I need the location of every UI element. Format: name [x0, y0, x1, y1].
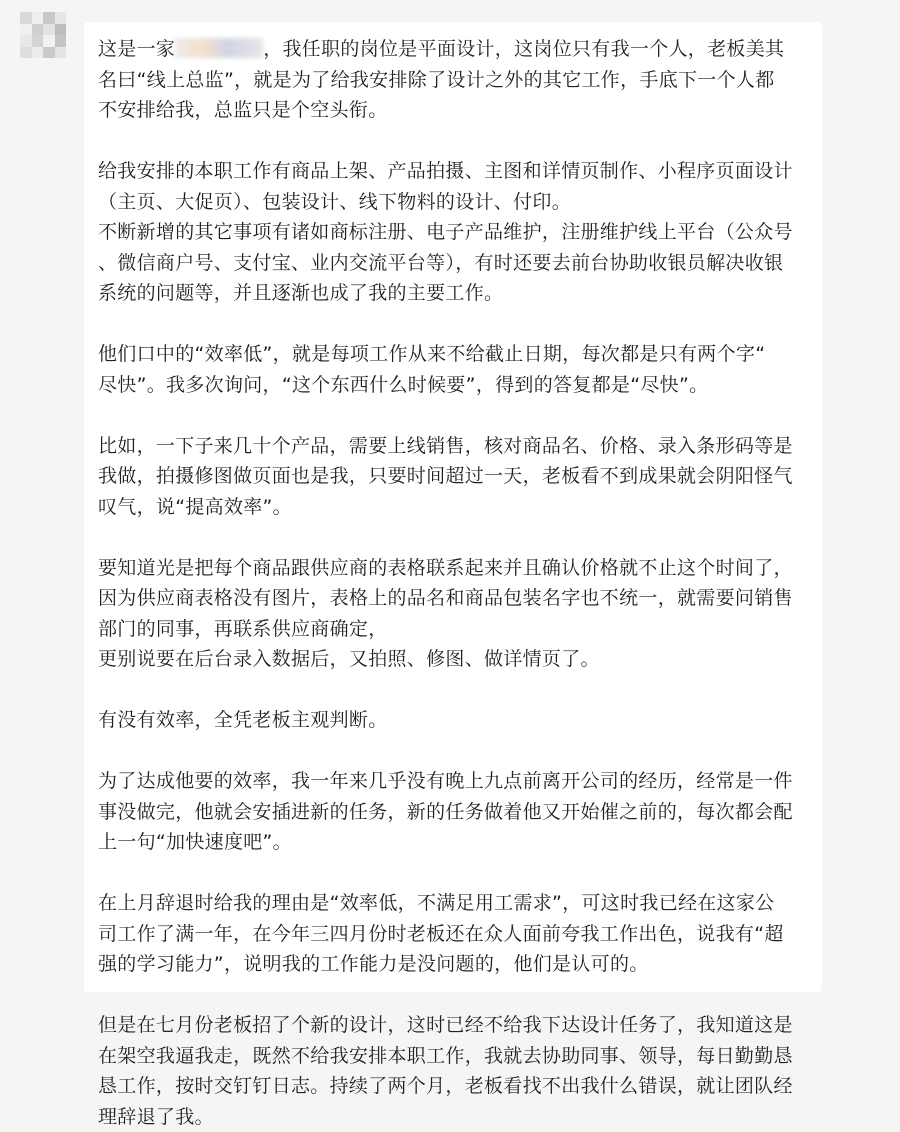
message-paragraph [98, 34, 808, 126]
message-line: 强的学习能力”，说明我的工作能力是没问题的，他们是认可的。 [98, 949, 808, 980]
paragraph-gap [98, 522, 808, 553]
avatar-pixel [55, 24, 67, 36]
message-line: 因为供应商表格没有图片，表格上的品名和商品包装名字也不统一，就需要问销售 [98, 583, 808, 614]
message-line: 给我安排的本职工作有商品上架、产品拍摄、主图和详情页制作、小程序页面设计 [98, 156, 808, 187]
message-line: 叹气，说“提高效率”。 [98, 492, 808, 523]
paragraph-gap [98, 980, 808, 1011]
message-line: 尽快”。我多次询问，“这个东西什么时候要”，得到的答复都是“尽快”。 [98, 370, 808, 401]
avatar-pixel [32, 24, 44, 36]
message-line: 他们口中的“效率低”，就是每项工作从来不给截止日期，每次都是只有两个字“ [98, 339, 808, 370]
message-line: 事没做完，他就会安插进新的任务，新的任务做着他又开始催之前的，每次都会配 [98, 797, 808, 828]
message-line: 我做，拍摄修图做页面也是我，只要时间超过一天，老板看不到成果就会阴阳怪气 [98, 461, 808, 492]
message-paragraph [98, 1010, 808, 1132]
message-line: 、微信商户号、支付宝、业内交流平台等），有时还要去前台协助收银员解决收银 [98, 248, 808, 279]
message-line: 恳工作，按时交钉钉日志。持续了两个月，老板看找不出我什么错误，就让团队经 [98, 1071, 808, 1102]
message-paragraph [98, 705, 808, 736]
avatar-pixel [55, 47, 67, 59]
paragraph-gap [98, 675, 808, 706]
paragraph-gap [98, 400, 808, 431]
paragraph-gap [98, 309, 808, 340]
avatar-pixel [20, 12, 32, 24]
avatar-pixel [32, 12, 44, 24]
message-line: 司工作了满一年，在今年三四月份时老板还在众人面前夸我工作出色，说我有“超 [98, 919, 808, 950]
message-text-prefix: 这是一家 [98, 38, 175, 60]
message-line: 不断新增的其它事项有诸如商标注册、电子产品维护，注册维护线上平台（公众号 [98, 217, 808, 248]
message-line: 部门的同事，再联系供应商确定， [98, 614, 808, 645]
message-line: 在上月辞退时给我的理由是“效率低，不满足用工需求”，可这时我已经在这家公 [98, 888, 808, 919]
redacted-company-name [175, 38, 263, 58]
avatar-pixel [20, 35, 32, 47]
paragraph-gap [98, 126, 808, 157]
avatar-pixel [32, 47, 44, 59]
message-paragraph [98, 156, 808, 309]
message-line: （主页、大促页）、包装设计、线下物料的设计、付印。 [98, 187, 808, 218]
avatar-pixel [32, 35, 44, 47]
message-line: 但是在七月份老板招了个新的设计，这时已经不给我下达设计任务了，我知道这是 [98, 1010, 808, 1041]
avatar-pixel [43, 35, 55, 47]
message-text: ，我任职的岗位是平面设计，这岗位只有我一个人，老板美其 [263, 38, 784, 60]
message-line: 系统的问题等，并且逐渐也成了我的主要工作。 [98, 278, 808, 309]
avatar-pixel [43, 12, 55, 24]
paragraph-gap [98, 736, 808, 767]
message-line: 有没有效率，全凭老板主观判断。 [98, 705, 808, 736]
message-line: 上一句“加快速度吧”。 [98, 827, 808, 858]
avatar-pixel [43, 24, 55, 36]
message-line: 为了达成他要的效率，我一年来几乎没有晚上九点前离开公司的经历，经常是一件 [98, 766, 808, 797]
message-line [98, 34, 808, 65]
avatar-pixel [43, 47, 55, 59]
message-line: 理辞退了我。 [98, 1102, 808, 1132]
message-line: 不安排给我，总监只是个空头衔。 [98, 95, 808, 126]
message-line: 要知道光是把每个商品跟供应商的表格联系起来并且确认价格就不止这个时间了， [98, 553, 808, 584]
message-line: 比如，一下子来几十个产品，需要上线销售，核对商品名、价格、录入条形码等是 [98, 431, 808, 462]
message-line: 名曰“线上总监”，就是为了给我安排除了设计之外的其它工作，手底下一个人都 [98, 65, 808, 96]
message-line: 更别说要在后台录入数据后，又拍照、修图、做详情页了。 [98, 644, 808, 675]
message-paragraph [98, 766, 808, 858]
message-paragraph [98, 339, 808, 400]
avatar-pixel [55, 35, 67, 47]
message-paragraph [98, 553, 808, 675]
avatar-pixel [20, 47, 32, 59]
message-paragraph [98, 431, 808, 523]
paragraph-gap [98, 858, 808, 889]
avatar-pixel [55, 12, 67, 24]
avatar-pixel [20, 24, 32, 36]
message-paragraph [98, 888, 808, 980]
avatar[interactable] [20, 12, 66, 58]
message-bubble[interactable] [84, 22, 822, 992]
message-line: 在架空我逼我走，既然不给我安排本职工作，我就去协助同事、领导，每日勤勤恳 [98, 1041, 808, 1072]
